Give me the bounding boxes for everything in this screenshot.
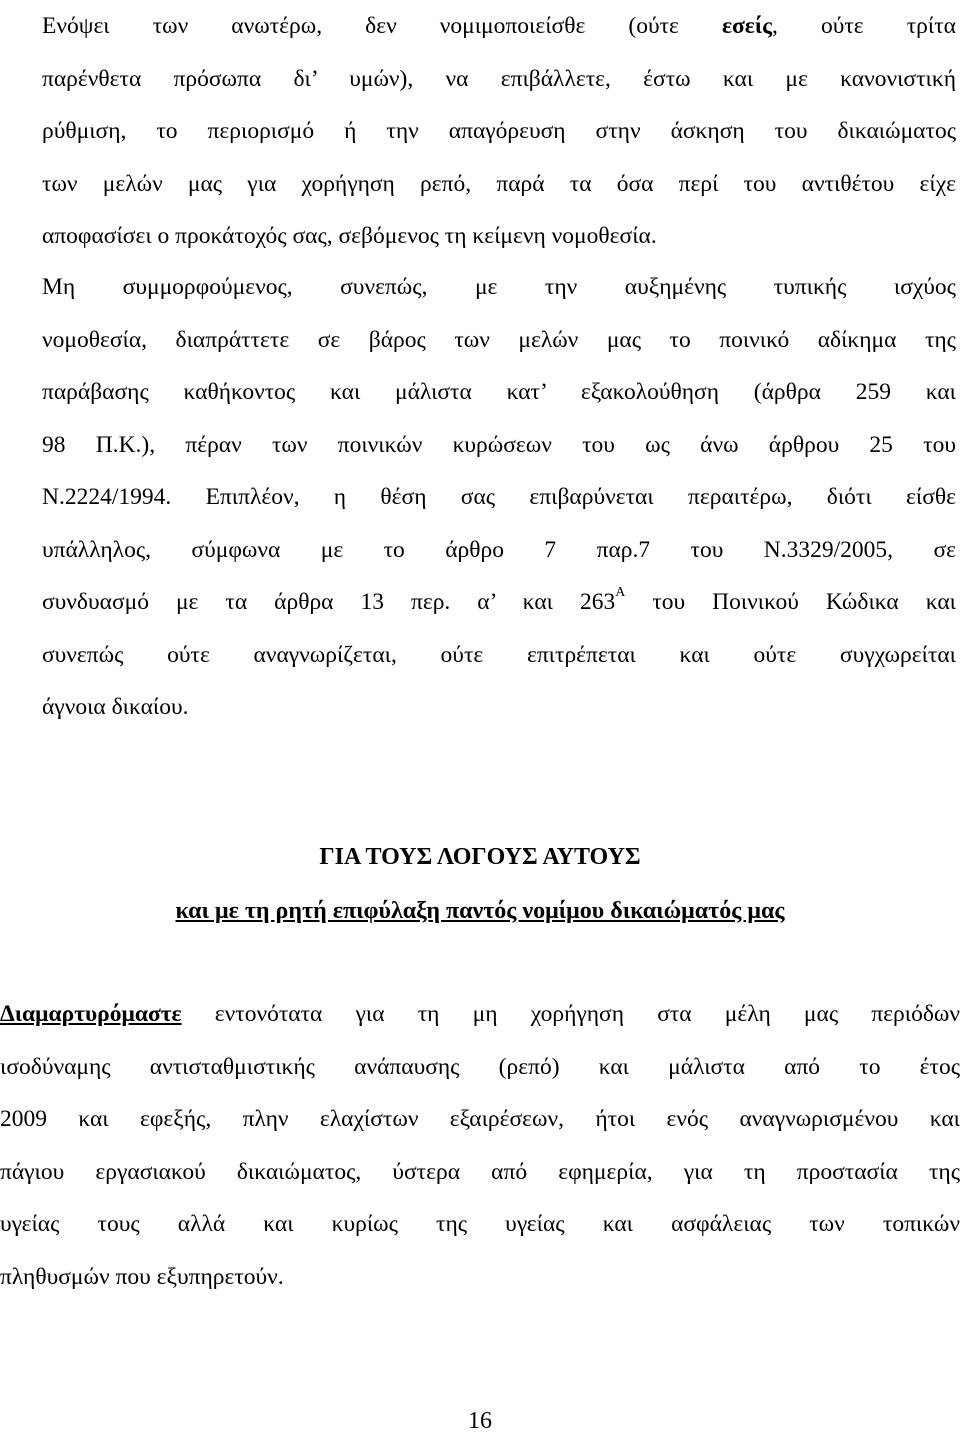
section-heading: ΓΙΑ ΤΟΥΣ ΛΟΓΟΥΣ ΑΥΤΟΥΣ — [319, 844, 641, 870]
paragraph-2-line-8: συνεπώς ούτε αναγνωρίζεται, ούτε επιτρέπεται και ούτε συγχωρείται — [42, 641, 956, 668]
paragraph-2-line-3: παράβασης καθήκοντος και μάλιστα κατ’ εξακολούθηση (άρθρα 259 και — [42, 379, 956, 405]
section-subheading: και με τη ρητή επιφύλαξη παντός νομίμου δικαιώματός μας — [175, 898, 785, 924]
paragraph-3 — [0, 988, 960, 1303]
lead-word-protest: Διαμαρτυρόμαστε — [0, 1001, 182, 1027]
superscript-alpha: Α — [615, 585, 626, 601]
paragraph-2 — [42, 261, 956, 734]
paragraph-3-line-5: υγείας τους αλλά και κυρίως της υγείας και ασφάλειας των τοπικών — [0, 1211, 960, 1237]
emphasis-eseis: εσείς — [721, 13, 773, 39]
paragraph-1-line-1: Ενόψει των ανωτέρω, δεν νομιμοποιείσθε (ούτε εσείς, ούτε τρίτα — [42, 13, 956, 39]
paragraph-3-line-2: ισοδύναμης αντισταθμιστικής ανάπαυσης (ρεπό) και μάλιστα από το έτος — [0, 1053, 960, 1080]
paragraph-1-line-5: αποφασίσει ο προκάτοχός σας, σεβόμενος τη κείμενη νομοθεσία. — [42, 223, 657, 249]
paragraph-1-line-2: παρένθετα πρόσωπα δι’ υμών), να επιβάλλετε, έστω και με κανονιστική — [42, 65, 956, 92]
paragraph-2-line-2: νομοθεσία, διαπράττετε σε βάρος των μελών μας το ποινικό αδίκημα της — [42, 326, 956, 353]
paragraph-1 — [42, 0, 956, 263]
page-number: 16 — [468, 1408, 492, 1434]
paragraph-2-line-9: άγνοια δικαίου. — [42, 694, 189, 720]
paragraph-2-line-1: Μη συμμορφούμενος, συνεπώς, με την αυξημένης τυπικής ισχύος — [42, 274, 956, 300]
paragraph-1-line-3: ρύθμιση, το περιορισμό ή την απαγόρευση στην άσκηση του δικαιώματος — [42, 118, 956, 144]
paragraph-3-line-4: πάγιου εργασιακού δικαιώματος, ύστερα από εφημερία, για τη προστασία της — [0, 1158, 960, 1185]
paragraph-1-line-4: των μελών μας για χορήγηση ρεπό, παρά τα όσα περί του αντιθέτου είχε — [42, 170, 956, 197]
paragraph-2-line-5: Ν.2224/1994. Επιπλέον, η θέση σας επιβαρύνεται περαιτέρω, διότι είσθε — [42, 484, 956, 510]
paragraph-2-line-4: 98 Π.Κ.), πέραν των ποινικών κυρώσεων του ως άνω άρθρου 25 του — [42, 431, 956, 458]
paragraph-3-line-3: 2009 και εφεξής, πλην ελαχίστων εξαιρέσεων, ήτοι ενός αναγνωρισμένου και — [0, 1106, 960, 1132]
paragraph-2-line-7: συνδυασμό με τα άρθρα 13 περ. α’ και $263^A$ του Ποινικού Κώδικα και — [42, 585, 956, 615]
paragraph-3-line-1: Διαμαρτυρόμαστε εντονότατα για τη μη χορήγηση στα μέλη μας περιόδων — [0, 1001, 960, 1027]
paragraph-3-line-6: πληθυσμών που εξυπηρετούν. — [0, 1263, 284, 1290]
paragraph-2-line-6: υπάλληλος, σύμφωνα με το άρθρο 7 παρ.7 του Ν.3329/2005, σε — [42, 536, 956, 563]
